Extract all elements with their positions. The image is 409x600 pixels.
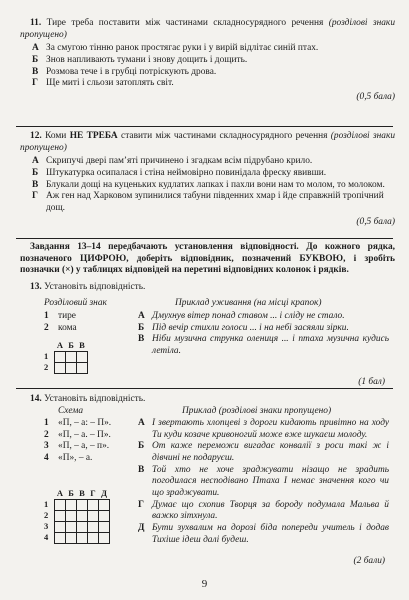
item-text: Думає що схопив Творця за бороду подумала Мальва й важко зітхнула. bbox=[152, 499, 389, 522]
option-letter: А bbox=[32, 43, 39, 54]
option-letter: Б bbox=[32, 167, 39, 178]
grid-column-label: Б bbox=[68, 340, 74, 350]
right-column-heading: Приклад уживання (на місці крапок) bbox=[175, 298, 322, 308]
question-12-text bbox=[20, 131, 395, 154]
answer-cell[interactable] bbox=[99, 532, 110, 543]
question-prompt: Тире треба поставити між частинами складносурядного речення bbox=[46, 18, 324, 28]
item-text: Бути зухвалим на дорозі біда попереди учитель і додав Тихіше ідеш далі будеш. bbox=[152, 522, 389, 545]
answer-cell[interactable] bbox=[55, 510, 66, 521]
item-text: кома bbox=[58, 322, 77, 333]
left-list-item bbox=[44, 441, 111, 453]
item-number: 1 bbox=[44, 311, 49, 321]
right-list-item bbox=[138, 311, 389, 323]
question-number: 13. bbox=[30, 282, 42, 292]
grid-row-label: 4 bbox=[44, 532, 49, 543]
answer-cell[interactable] bbox=[88, 521, 99, 532]
right-list-item bbox=[138, 418, 389, 441]
answer-options bbox=[20, 43, 395, 90]
left-list bbox=[44, 311, 77, 334]
option-letter: В bbox=[32, 179, 39, 190]
answer-cell[interactable] bbox=[88, 499, 99, 510]
answer-cell[interactable] bbox=[66, 521, 77, 532]
answer-cell[interactable] bbox=[99, 499, 110, 510]
item-text: І звертають хлопцеві з дороги кидають привітно на ходу Ти куди козаче кривоногий може вже шукаєш молоду. bbox=[152, 418, 389, 440]
left-list-item bbox=[44, 418, 111, 430]
answer-cell[interactable] bbox=[55, 499, 66, 510]
question-score: (0,5 бала) bbox=[356, 91, 395, 102]
answer-cell[interactable] bbox=[66, 362, 77, 373]
option-text: Блукали дощі на куценьких кудлатих лапках і пахли вони нам то молом, то молоком. bbox=[46, 179, 385, 190]
question-number: 12. bbox=[30, 131, 42, 141]
answer-cell[interactable] bbox=[77, 362, 88, 373]
item-text: «П, – а, – п». bbox=[58, 441, 110, 452]
right-list-item bbox=[138, 441, 389, 464]
left-list-item bbox=[44, 453, 111, 465]
task-instructions: Завдання 13–14 передбачають установлення відповідності. До кожного рядка, позначеного ЦИФРОЮ, доберіть відповідник, позначений БУКВОЮ, і зробіть позначки (×) у таблицях відповідей на перетині відповідних колонок і рядків. bbox=[20, 242, 395, 276]
answer-option bbox=[20, 180, 395, 192]
answer-cell[interactable] bbox=[55, 521, 66, 532]
item-text: тире bbox=[58, 311, 76, 321]
question-emphasis: НЕ ТРЕБА bbox=[69, 131, 118, 141]
item-letter: А bbox=[138, 311, 145, 321]
answer-option bbox=[20, 67, 395, 79]
question-14-text bbox=[20, 394, 395, 406]
question-14 bbox=[20, 394, 395, 406]
answer-cell[interactable] bbox=[66, 510, 77, 521]
page-number: 9 bbox=[201, 578, 208, 590]
item-letter: Б bbox=[138, 322, 145, 333]
item-text: «П, – а. – П». bbox=[58, 429, 111, 440]
question-score: (2 бали) bbox=[353, 556, 385, 566]
grid-column-label: Д bbox=[101, 488, 107, 498]
option-text: Знов напливають тумани і знову дощить і дощить. bbox=[46, 54, 248, 65]
left-list bbox=[44, 418, 111, 465]
answer-cell[interactable] bbox=[66, 532, 77, 543]
grid-column-label: В bbox=[79, 340, 85, 350]
item-number: 1 bbox=[44, 418, 49, 428]
option-letter: Г bbox=[32, 78, 38, 89]
option-text: Розмова тече і в грубці потріскують дрова. bbox=[46, 66, 217, 77]
answer-cell[interactable] bbox=[88, 532, 99, 543]
item-number: 2 bbox=[44, 322, 49, 333]
divider bbox=[16, 388, 393, 389]
item-text: Під вечір стихли голоси ... і на небі засяяли зірки. bbox=[152, 322, 349, 333]
item-letter: Г bbox=[138, 499, 144, 510]
item-letter: В bbox=[138, 334, 145, 345]
answer-cell[interactable] bbox=[77, 532, 88, 543]
item-number: 4 bbox=[44, 452, 49, 463]
item-number: 2 bbox=[44, 429, 49, 440]
question-prompt: Установіть відповідність. bbox=[44, 394, 146, 404]
question-number: 11. bbox=[30, 18, 42, 28]
divider bbox=[16, 126, 393, 127]
answer-cell[interactable] bbox=[77, 510, 88, 521]
grid-row-label: 1 bbox=[44, 351, 49, 362]
question-11-text bbox=[20, 18, 395, 41]
option-letter: В bbox=[32, 66, 39, 77]
right-list-item bbox=[138, 323, 389, 335]
answer-option bbox=[20, 168, 395, 180]
question-13 bbox=[20, 282, 395, 294]
question-score: (1 бал) bbox=[358, 377, 385, 387]
question-11 bbox=[20, 18, 395, 104]
answer-option bbox=[20, 191, 395, 214]
question-score: (0,5 бала) bbox=[356, 216, 395, 227]
item-text: От каже переможи вигадає конвалії з роси такі ж і дівчині не подаруєш. bbox=[152, 441, 389, 463]
grid-row-label: 2 bbox=[44, 362, 49, 373]
item-letter: В bbox=[138, 464, 145, 475]
left-column-heading: Розділовий знак bbox=[44, 298, 107, 308]
right-list-item bbox=[138, 465, 389, 500]
grid-row-label: 3 bbox=[44, 521, 49, 532]
option-text: Штукатурка осипалася і стіна неймовірно повинідала фреску явивши. bbox=[46, 167, 327, 178]
answer-option bbox=[20, 55, 395, 67]
answer-option bbox=[20, 43, 395, 55]
grid-column-label: А bbox=[56, 340, 64, 350]
option-text: Аж ген над Харковом зупинилися табуни південних хмар і йде справжній тропічний дощ. bbox=[46, 191, 384, 213]
right-list bbox=[138, 418, 389, 546]
right-list-item bbox=[138, 334, 389, 357]
option-letter: Г bbox=[32, 191, 38, 202]
answer-grid-14 bbox=[44, 488, 110, 544]
option-text: Скрипучі двері пам’яті причинено і згадкам всім підрубано крило. bbox=[46, 156, 313, 167]
question-12 bbox=[20, 131, 395, 228]
question-prompt: Установіть відповідність. bbox=[44, 282, 146, 292]
option-text: Ще миті і сльози затоплять світ. bbox=[46, 78, 174, 89]
grid-row-label: 1 bbox=[44, 499, 49, 510]
right-list-item bbox=[138, 500, 389, 523]
left-column-heading: Схема bbox=[58, 406, 84, 416]
answer-cell[interactable] bbox=[88, 510, 99, 521]
left-list-item bbox=[44, 430, 111, 442]
question-prompt: Коми bbox=[45, 131, 67, 141]
answer-cell[interactable] bbox=[66, 499, 77, 510]
divider bbox=[16, 238, 393, 239]
item-letter: А bbox=[138, 418, 145, 428]
right-list-item bbox=[138, 523, 389, 546]
answer-option bbox=[20, 156, 395, 168]
grid-column-label: В bbox=[79, 488, 85, 498]
right-list bbox=[138, 311, 389, 358]
answer-cell[interactable] bbox=[99, 521, 110, 532]
option-letter: Б bbox=[32, 54, 39, 65]
item-text: «П, – а: – П». bbox=[58, 418, 112, 428]
grid-column-label: Г bbox=[90, 488, 96, 498]
answer-cell[interactable] bbox=[55, 351, 66, 362]
left-list-item bbox=[44, 311, 77, 323]
question-prompt-continued: ставити між частинами складносурядного речення bbox=[121, 131, 328, 141]
answer-cell[interactable] bbox=[77, 351, 88, 362]
item-number: 3 bbox=[44, 441, 49, 452]
answer-cell[interactable] bbox=[77, 521, 88, 532]
answer-cell[interactable] bbox=[55, 532, 66, 543]
answer-grid-13 bbox=[44, 340, 88, 374]
answer-cell[interactable] bbox=[55, 362, 66, 373]
right-column-heading: Приклад (розділові знаки пропущено) bbox=[182, 406, 332, 416]
item-letter: Б bbox=[138, 441, 145, 452]
item-text: Дмухнув вітер понад ставом ... і сліду не стало. bbox=[152, 311, 345, 321]
item-text: Той хто не хоче зраджувати нізащо не зрадить погодилася несподівано Птаха І немає значення кого чи що зраджувати. bbox=[152, 464, 389, 498]
grid-column-label: А bbox=[56, 488, 64, 498]
question-note: (розділові знаки пропущено) bbox=[20, 18, 396, 40]
item-text: Ніби музична струнка олениця ... і птаха музична кудись летіла. bbox=[152, 334, 389, 356]
answer-options bbox=[20, 156, 395, 214]
answer-cell[interactable] bbox=[66, 351, 77, 362]
item-letter: Д bbox=[138, 522, 145, 533]
question-note: (розділові знаки пропущено) bbox=[20, 131, 396, 153]
answer-cell[interactable] bbox=[99, 510, 110, 521]
option-text: За смугою тінню ранок простягає руки і у вирій відлітає синій птах. bbox=[46, 43, 319, 54]
option-letter: А bbox=[32, 156, 39, 167]
question-number: 14. bbox=[30, 394, 42, 404]
item-text: «П», – а. bbox=[58, 452, 93, 463]
grid-column-label: Б bbox=[68, 488, 74, 498]
answer-cell[interactable] bbox=[77, 499, 88, 510]
question-13-text bbox=[20, 282, 395, 294]
left-list-item bbox=[44, 323, 77, 335]
grid-row-label: 2 bbox=[44, 510, 49, 521]
answer-option bbox=[20, 78, 395, 90]
